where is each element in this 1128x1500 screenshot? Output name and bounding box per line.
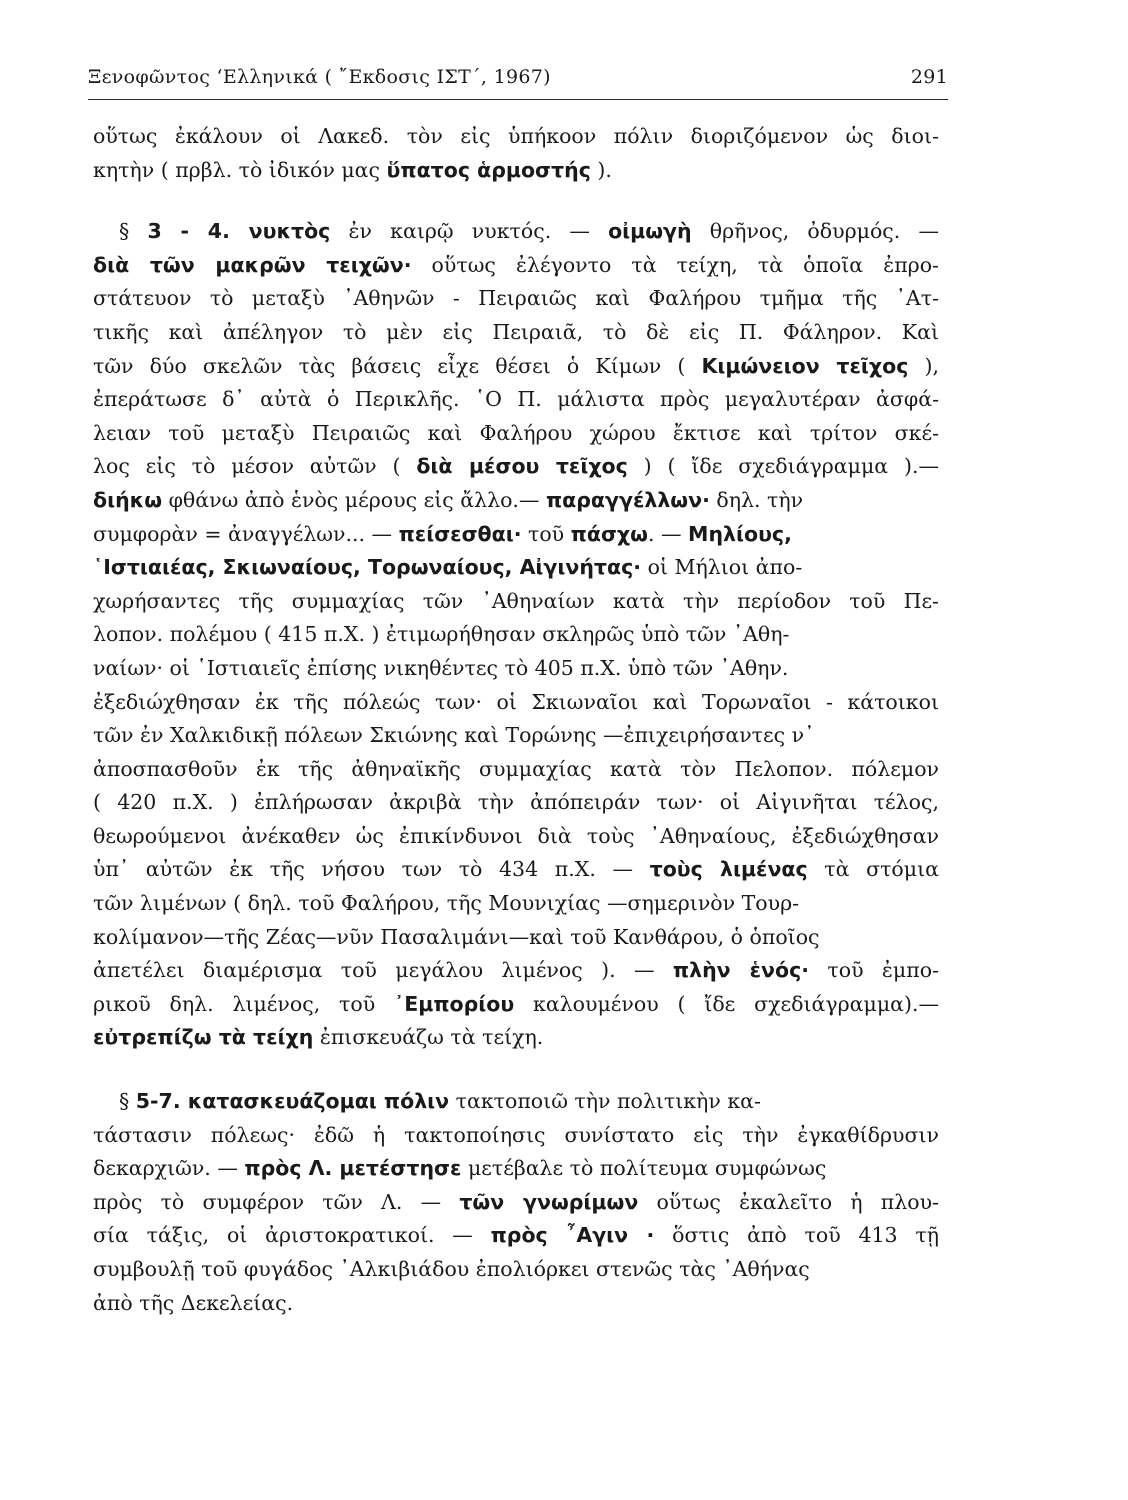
bold-term: τοὺς λιμένας (649, 857, 808, 882)
text-run: θρῆνος, ὀδυρμός. — (691, 219, 939, 244)
text-run: ἐξεδιώχθησαν ἐκ τῆς πόλεώς των· οἱ Σκιωναῖοι καὶ Τορωναῖοι - κάτοικοι (93, 689, 939, 714)
text-line (93, 1253, 939, 1287)
text-run: ἐν καιρῷ νυκτός. — (330, 219, 609, 244)
running-header (88, 66, 948, 88)
bold-term: παραγγέλλων· (545, 487, 710, 512)
text-line (93, 753, 939, 787)
bold-term: πρὸς ῏Αγιν · (490, 1223, 655, 1248)
commentary-body (93, 120, 939, 1320)
text-run: τῶν ἐν Χαλκιδικῇ πόλεων Σκιώνης καὶ Τορώνης —ἐπιχειρήσαντες ν᾿ (93, 723, 815, 748)
text-line (93, 618, 939, 652)
bold-term: οἰμωγὴ (608, 219, 692, 244)
bold-term: ᾿Εμπορίου (393, 991, 515, 1016)
paragraph-3 (93, 1085, 939, 1320)
text-line (93, 652, 939, 686)
text-run: λειαν τοῦ μεταξὺ Πειραιῶς καὶ Φαλήρου χώρου ἔκτισε καὶ τρίτον σκέ- (93, 420, 939, 445)
text-run: ἐπισκευάζω τὰ τείχη. (313, 1025, 544, 1050)
text-run: φθάνω ἀπὸ ἑνὸς μέρους εἰς ἄλλο.— (162, 487, 546, 512)
text-run: δηλ. τὴν (709, 487, 804, 512)
text-run: ), (908, 353, 940, 378)
text-line (93, 786, 939, 820)
text-run: . — (647, 521, 689, 546)
text-run: οὕτως ἐλέγοντο τὰ τείχη, τὰ ὁποῖα ἐπρο- (411, 252, 939, 277)
bold-term: πρὸς Λ. μετέστησε (244, 1156, 462, 1181)
text-run: συμφορὰν = ἀναγγέλων... — (93, 521, 399, 546)
text-line (93, 350, 939, 384)
text-line (93, 518, 939, 552)
bold-term: εὐτρεπίζω τὰ τείχη (93, 1025, 314, 1050)
bold-term: 3 - 4. νυκτὸς (147, 219, 331, 244)
text-run: ἀπετέλει διαμέρισμα τοῦ μεγάλου λιμένος ). — (93, 958, 673, 983)
text-run: τῶν δύο σκελῶν τὰς βάσεις εἶχε θέσει ὁ Κίμων ( (93, 353, 702, 378)
paragraph-2 (93, 215, 939, 1055)
text-line (93, 1085, 939, 1119)
text-run: ρικοῦ δηλ. λιμένος, τοῦ (93, 991, 394, 1016)
text-run: σία τάξις, οἱ ἀριστοκρατικοί. — (93, 1223, 491, 1248)
paragraph-1 (93, 120, 939, 187)
text-line (93, 1119, 939, 1153)
bold-term: διήκω (93, 487, 163, 512)
text-run: οἱ Μήλιοι ἀπο- (641, 555, 803, 580)
text-run: θεωρούμενοι ἀνέκαθεν ὡς ἐπικίνδυνοι διὰ τοὺς ᾿Αθηναίους, ἐξεδιώχθησαν (93, 823, 939, 848)
text-line (93, 853, 939, 887)
text-run: δεκαρχιῶν. — (93, 1156, 245, 1181)
text-run: χωρήσαντες τῆς συμμαχίας τῶν ᾿Αθηναίων κατὰ τὴν περίοδον τοῦ Πε- (93, 588, 939, 613)
text-line (93, 484, 939, 518)
bold-term: ὕπατος ἁρμοστής (386, 157, 591, 182)
text-line (93, 215, 939, 249)
text-line (93, 1152, 939, 1186)
text-line (93, 120, 939, 154)
bold-term: διὰ μέσου τεῖχος (416, 454, 628, 479)
text-line (93, 249, 939, 283)
bold-term: πάσχω (570, 521, 648, 546)
text-run: τῶν λιμένων ( δηλ. τοῦ Φαλήρου, τῆς Μουνιχίας —σημερινὸν Τουρ- (93, 891, 800, 916)
text-run: πρὸς τὸ συμφέρον τῶν Λ. — (93, 1189, 460, 1214)
text-run: ). (590, 157, 612, 182)
text-run: τοῦ (521, 521, 571, 546)
bold-term: ῾Ιστιαιέας, Σκιωναίους, Τορωναίους, Αἰγινήτας· (93, 555, 642, 580)
text-run: καλουμένου ( ἴδε σχεδιάγραμμα).— (514, 991, 940, 1016)
bold-term: πλὴν ἑνός· (672, 958, 810, 983)
text-run: λοπον. πολέμου ( 415 π.Χ. ) ἐτιμωρήθησαν σκληρῶς ὑπὸ τῶν ᾿Αθη- (93, 622, 790, 647)
page-number: 291 (910, 66, 948, 88)
text-run: ὅστις ἀπὸ τοῦ 413 τῇ (654, 1223, 939, 1248)
text-run: § (119, 1089, 136, 1114)
text-line (93, 719, 939, 753)
text-run: ἐπεράτωσε δ᾿ αὐτὰ ὁ Περικλῆς. ῾Ο Π. μάλιστα πρὸς μεγαλυτέραν ἀσφά- (93, 387, 939, 412)
text-run: ἀποσπασθοῦν ἐκ τῆς ἀθηναϊκῆς συμμαχίας κατὰ τὸν Πελοπον. πόλεμον (93, 756, 939, 781)
text-run: οὕτως ἐκαλεῖτο ἡ πλου- (638, 1189, 939, 1214)
text-run: λος εἰς τὸ μέσον αὐτῶν ( (93, 454, 417, 479)
text-run: μετέβαλε τὸ πολίτευμα συμφώνως (461, 1156, 827, 1181)
text-run: ναίων· οἱ ῾Ιστιαιεῖς ἐπίσης νικηθέντες τὸ 405 π.Χ. ὑπὸ τῶν ᾿Αθην. (93, 655, 789, 680)
text-line (93, 450, 939, 484)
bold-term: διὰ τῶν μακρῶν τειχῶν· (93, 252, 412, 277)
text-run: ( 420 π.Χ. ) ἐπλήρωσαν ἀκριβὰ τὴν ἀπόπειράν των· οἱ Αἰγινῆται τέλος, (93, 790, 939, 815)
running-title: Ξενοφῶντος ‘Ελληνικά ( ῎Εκδοσις ΙΣΤ΄, 1967) (88, 66, 551, 88)
text-run: § (119, 219, 148, 244)
bold-term: 5-7. κατασκευάζομαι πόλιν (135, 1089, 450, 1114)
text-line (93, 954, 939, 988)
text-line (93, 316, 939, 350)
text-line (93, 1021, 939, 1055)
text-line (93, 551, 939, 585)
text-run: τάστασιν πόλεως· ἐδῶ ἡ τακτοποίησις συνίστατο εἰς τὴν ἐγκαθίδρυσιν (93, 1122, 939, 1147)
text-line (93, 417, 939, 451)
text-line (93, 686, 939, 720)
text-line (93, 282, 939, 316)
text-run: ἀπὸ τῆς Δεκελείας. (93, 1290, 294, 1315)
text-line (93, 1186, 939, 1220)
text-run: συμβουλῇ τοῦ φυγάδος ᾿Αλκιβιάδου ἐπολιόρκει στενῶς τὰς ᾿Αθήνας (93, 1257, 810, 1281)
text-line (93, 585, 939, 619)
text-line (93, 383, 939, 417)
text-run: ) ( ἴδε σχεδιάγραμμα ).— (627, 454, 939, 479)
text-line (93, 887, 939, 921)
bold-term: Μηλίους, (688, 521, 792, 546)
text-run: κολίμανον—τῆς Ζέας—νῦν Πασαλιμάνι—καὶ τοῦ Κανθάρου, ὁ ὁποῖος (93, 924, 820, 949)
text-line (93, 154, 939, 188)
text-run: στάτευον τὸ μεταξὺ ᾿Αθηνῶν - Πειραιῶς καὶ Φαλήρου τμῆμα τῆς ᾿Ατ- (93, 286, 939, 311)
text-line (93, 1219, 939, 1253)
text-run: τικῆς καὶ ἀπέληγον τὸ μὲν εἰς Πειραιᾶ, τὸ δὲ εἰς Π. Φάληρον. Καὶ (93, 319, 939, 344)
bold-term: Κιμώνειον τεῖχος (701, 353, 909, 378)
text-line (93, 820, 939, 854)
text-run: ὑπ᾿ αὐτῶν ἐκ τῆς νήσου των τὸ 434 π.Χ. — (93, 857, 650, 882)
text-line (93, 988, 939, 1022)
text-run: τὰ στόμια (807, 857, 939, 882)
bold-term: πείσεσθαι· (398, 521, 522, 546)
text-run: κητὴν ( πρβλ. τὸ ἰδικόν μας (93, 157, 387, 182)
text-line (93, 1287, 939, 1321)
text-run: τακτοποιῶ τὴν πολιτικὴν κα- (449, 1089, 761, 1114)
header-rule (88, 99, 948, 100)
text-run: τοῦ ἐμπο- (809, 958, 939, 983)
bold-term: τῶν γνωρίμων (459, 1189, 639, 1214)
text-run: οὕτως ἐκάλουν οἱ Λακεδ. τὸν εἰς ὑπήκοον πόλιν διοριζόμενον ὡς διοι- (93, 124, 939, 148)
text-line (93, 921, 939, 955)
